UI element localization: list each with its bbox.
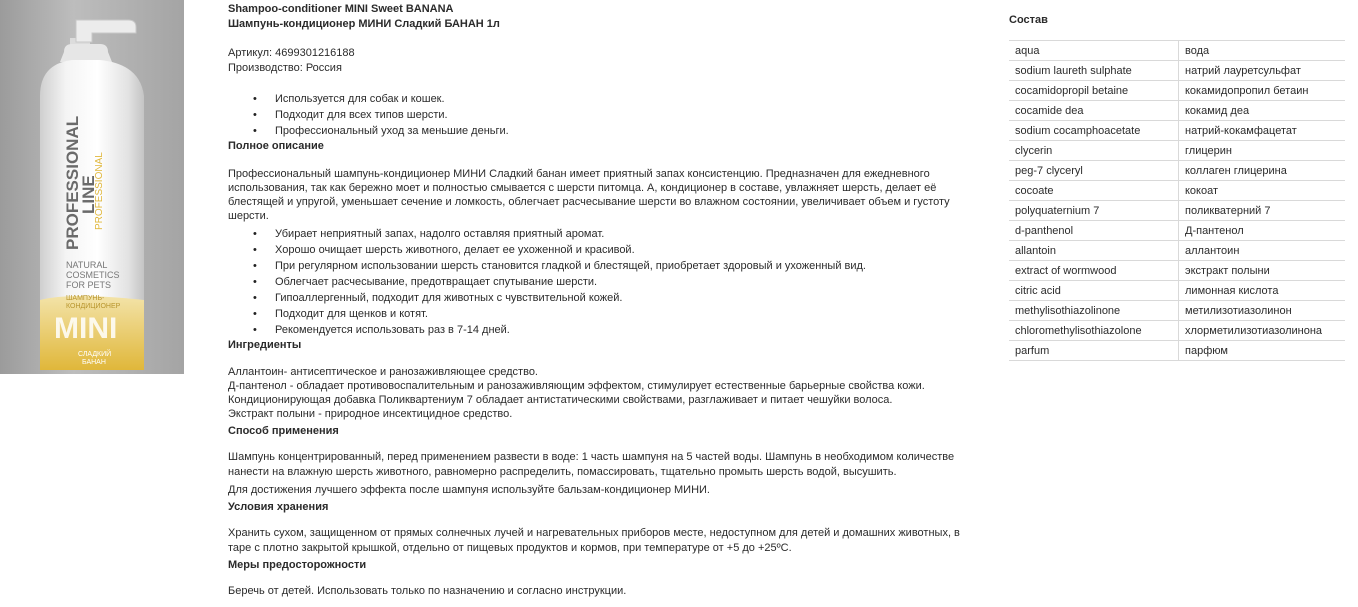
ingredients-list xyxy=(228,365,980,421)
composition-row xyxy=(1009,221,1345,241)
label-natural: NATURAL xyxy=(66,260,108,270)
highlight-item: • Подходит для всех типов шерсти. xyxy=(275,107,980,123)
label-flavor-1: СЛАДКИЙ xyxy=(78,351,112,358)
inci-name: d-panthenol xyxy=(1009,221,1179,241)
benefit-item: • Хорошо очищает шерсть животного, делает ее ухоженной и красивой. xyxy=(275,242,980,258)
composition-heading: Состав xyxy=(1009,14,1048,26)
composition-row xyxy=(1009,201,1345,221)
composition-table xyxy=(1009,40,1345,361)
inci-name: parfum xyxy=(1009,341,1179,361)
russian-name: глицерин xyxy=(1179,141,1346,161)
pump-head xyxy=(76,20,136,42)
russian-name: кокоат xyxy=(1179,181,1346,201)
description-benefits xyxy=(228,226,980,338)
russian-name: аллантоин xyxy=(1179,241,1346,261)
benefit-item: • Рекомендуется использовать раз в 7-14 дней. xyxy=(275,322,980,338)
russian-name: метилизотиазолинон xyxy=(1179,301,1346,321)
composition-row xyxy=(1009,61,1345,81)
composition-row xyxy=(1009,341,1345,361)
ingredient-line: Д-пантенол - обладает противовоспалительным и ранозаживляющим эффектом, стимулирует естественные барьерные свойства кожи. xyxy=(228,380,925,392)
russian-name: Д-пантенол xyxy=(1179,221,1346,241)
composition-row xyxy=(1009,101,1345,121)
product-article: Артикул: 4699301216188 xyxy=(228,47,355,59)
product-title-en: Shampoo-conditioner MINI Sweet BANANA xyxy=(228,3,454,15)
composition-panel xyxy=(1009,13,1346,361)
product-image xyxy=(0,0,184,374)
inci-name: aqua xyxy=(1009,41,1179,61)
russian-name: парфюм xyxy=(1179,341,1346,361)
storage-heading: Условия хранения xyxy=(228,501,329,513)
label-brand: MINI xyxy=(54,312,118,345)
ingredient-line: Аллантоин- антисептическое и ранозаживляющее средство. xyxy=(228,366,538,378)
russian-name: лимонная кислота xyxy=(1179,281,1346,301)
benefit-item: • Облегчает расчесывание, предотвращает спутывание шерсти. xyxy=(275,274,980,290)
composition-row xyxy=(1009,261,1345,281)
usage-heading: Способ применения xyxy=(228,425,339,437)
label-type-2: КОНДИЦИОНЕР xyxy=(66,303,121,310)
inci-name: citric acid xyxy=(1009,281,1179,301)
inci-name: peg-7 clyceryl xyxy=(1009,161,1179,181)
composition-row xyxy=(1009,181,1345,201)
inci-name: extract of wormwood xyxy=(1009,261,1179,281)
russian-name: экстракт полыни xyxy=(1179,261,1346,281)
composition-row xyxy=(1009,41,1345,61)
russian-name: натрий-кокамфацетат xyxy=(1179,121,1346,141)
precautions-text: Беречь от детей. Использовать только по назначению и согласно инструкции. xyxy=(228,585,627,597)
composition-row xyxy=(1009,321,1345,341)
inci-name: chloromethylisothiazolone xyxy=(1009,321,1179,341)
usage-tip: Для достижения лучшего эффекта после шампуня используйте бальзам-кондиционер МИНИ. xyxy=(228,484,710,496)
highlight-item: • Профессиональный уход за меньшие деньги. xyxy=(275,123,980,139)
label-flavor-2: БАНАН xyxy=(82,359,106,366)
product-origin: Производство: Россия xyxy=(228,62,342,74)
inci-name: allantoin xyxy=(1009,241,1179,261)
russian-name: поликватерний 7 xyxy=(1179,201,1346,221)
inci-name: methylisothiazolinone xyxy=(1009,301,1179,321)
composition-row xyxy=(1009,281,1345,301)
russian-name: вода xyxy=(1179,41,1346,61)
inci-name: sodium laureth sulphate xyxy=(1009,61,1179,81)
composition-row xyxy=(1009,121,1345,141)
label-professional-line-small: PROFESSIONAL xyxy=(94,152,105,230)
usage-text: Шампунь концентрированный, перед применением развести в воде: 1 часть шампуня на 5 частей воды. Шампунь в необходимом количестве нанести на влажную шерсть животного, равномерно распределить, помассировать, тщательно промыть шерсть водой, высушить. xyxy=(228,451,955,478)
inci-name: clycerin xyxy=(1009,141,1179,161)
russian-name: хлорметилизотиазолинона xyxy=(1179,321,1346,341)
russian-name: коллаген глицерина xyxy=(1179,161,1346,181)
highlight-item: • Используется для собак и кошек. xyxy=(275,91,980,107)
russian-name: кокамидопропил бетаин xyxy=(1179,81,1346,101)
product-meta xyxy=(228,46,980,76)
composition-row xyxy=(1009,141,1345,161)
russian-name: кокамид деа xyxy=(1179,101,1346,121)
benefit-item: • Гипоаллергенный, подходит для животных с чувствительной кожей. xyxy=(275,290,980,306)
pump-collar xyxy=(60,44,112,62)
benefit-item: • При регулярном использовании шерсть становится гладкой и блестящей, приобретает здоровый и ухоженный вид. xyxy=(275,258,980,274)
russian-name: натрий лауретсульфат xyxy=(1179,61,1346,81)
inci-name: cocamide dea xyxy=(1009,101,1179,121)
ingredient-line: Кондиционирующая добавка Поликвартениум 7 обладает антистатическими свойствами, разглаживает и питает чешуйки волоса. xyxy=(228,394,893,406)
inci-name: polyquaternium 7 xyxy=(1009,201,1179,221)
benefit-item: • Убирает неприятный запах, надолго оставляя приятный аромат. xyxy=(275,226,980,242)
composition-row xyxy=(1009,161,1345,181)
composition-row xyxy=(1009,301,1345,321)
description-heading: Полное описание xyxy=(228,140,324,152)
ingredient-line: Экстракт полыни - природное инсектицидное средство. xyxy=(228,408,513,420)
inci-name: cocamidopropil betaine xyxy=(1009,81,1179,101)
description-text: Профессиональный шампунь-кондиционер МИНИ Сладкий банан имеет приятный запах консистенцию. Предназначен для ежедневного использования, так как бережно моет и полностью смывается с шерсти питомца. А, кондиционер в составе, увлажняет шерсть, делает её блестящей и упругой, уменьшает сечение и ломкость, облегчает расчесывание шерсти во влажном состоянии, увеличивает объем и густоту шерсти. xyxy=(228,168,950,222)
label-for-pets: FOR PETS xyxy=(66,280,112,290)
inci-name: cocoate xyxy=(1009,181,1179,201)
label-type-1: ШАМПУНЬ- xyxy=(66,295,105,302)
ingredients-heading: Ингредиенты xyxy=(228,339,302,351)
product-details xyxy=(228,2,980,599)
storage-text: Хранить сухом, защищенном от прямых солнечных лучей и нагревательных приборов месте, недоступном для детей и домашних животных, в таре с плотно закрытой крышкой, отдельно от пищевых продуктов и кормов, при температуре от +5 до +25ºС. xyxy=(228,527,960,554)
precautions-heading: Меры предосторожности xyxy=(228,559,367,571)
label-professional: PROFESSIONAL xyxy=(63,115,82,250)
composition-row xyxy=(1009,241,1345,261)
product-title-ru: Шампунь-кондиционер МИНИ Сладкий БАНАН 1л xyxy=(228,18,500,30)
inci-name: sodium cocamphoacetate xyxy=(1009,121,1179,141)
label-cosmetics: COSMETICS xyxy=(66,270,120,280)
composition-row xyxy=(1009,81,1345,101)
benefit-item: • Подходит для щенков и котят. xyxy=(275,306,980,322)
label-line: LINE xyxy=(79,175,98,214)
product-highlights xyxy=(228,91,980,139)
